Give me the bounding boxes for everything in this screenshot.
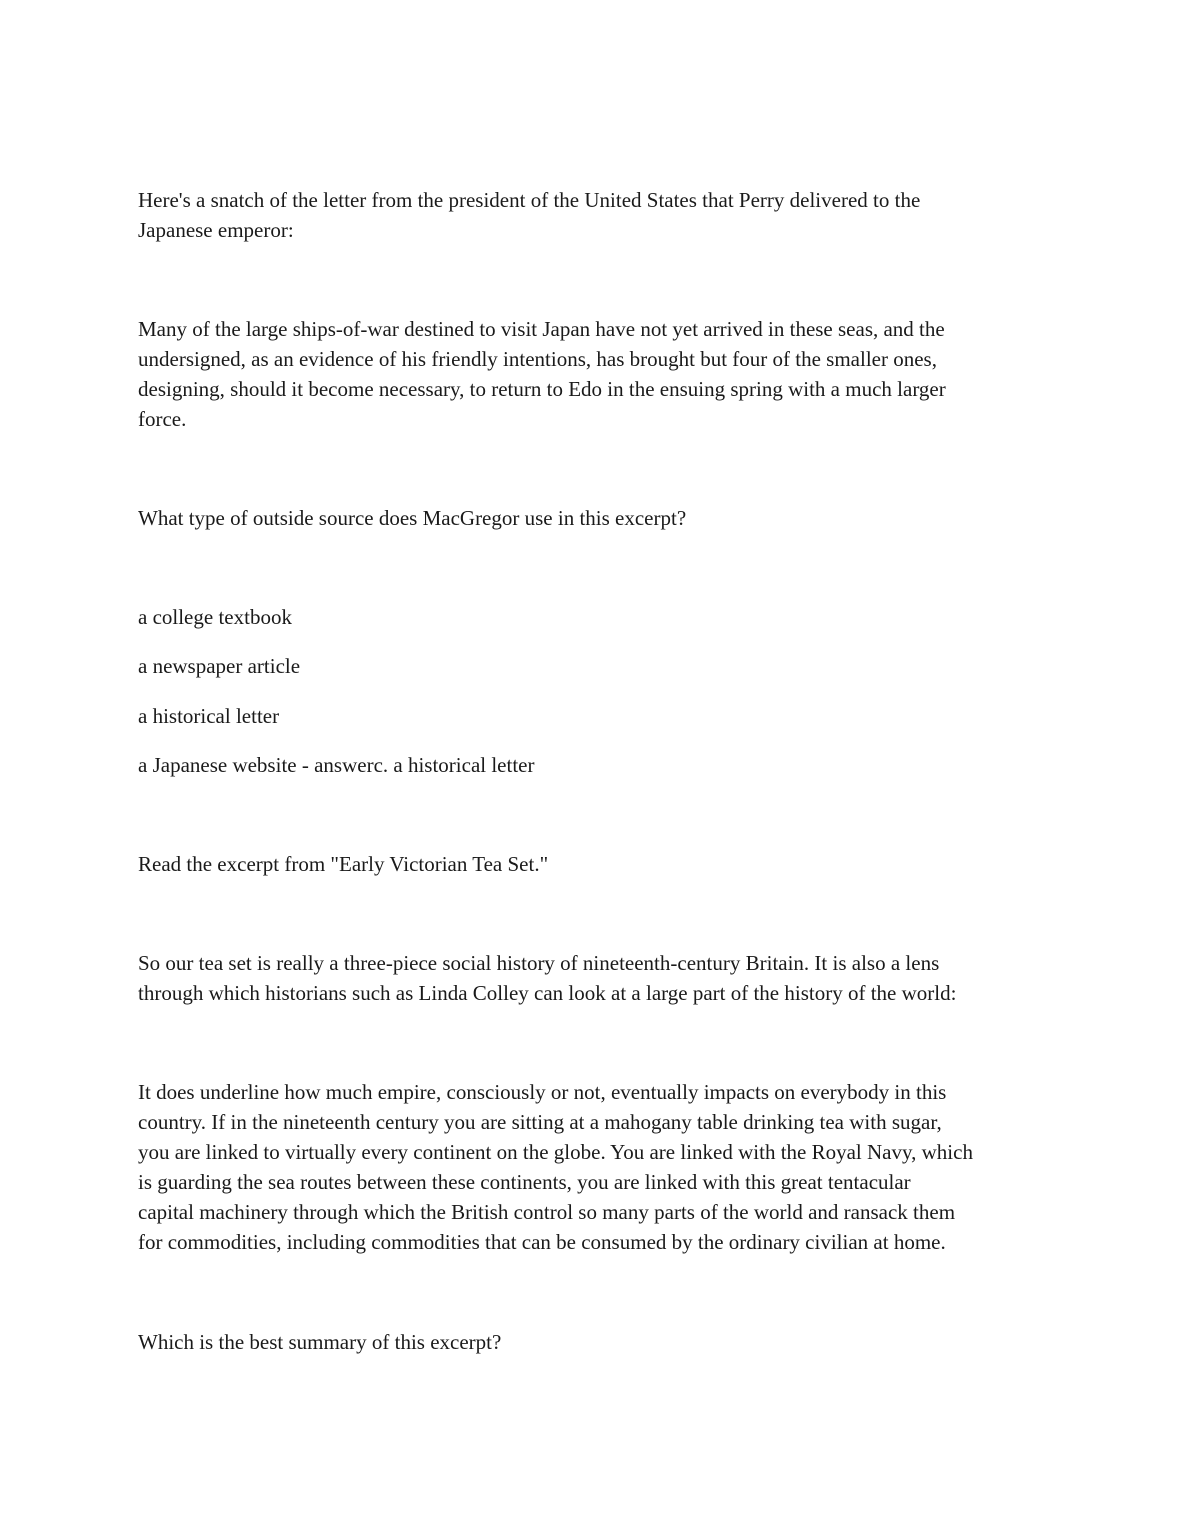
colley-quote-line: capital machinery through which the British control so many parts of the world and ransack them [138, 1200, 956, 1224]
excerpt-intro-line: So our tea set is really a three-piece social history of nineteenth-century Britain. It is also a lens [138, 951, 940, 975]
question-1 [138, 503, 1058, 533]
answer-option-d: a Japanese website - answerc. a historical letter [138, 753, 535, 777]
intro-paragraph [138, 185, 1058, 245]
letter-quote-line: force. [138, 407, 187, 431]
excerpt-intro-paragraph [138, 948, 1058, 1008]
colley-quote-line: country. If in the nineteenth century you are sitting at a mahogany table drinking tea with sugar, [138, 1110, 942, 1134]
answer-option-a: a college textbook [138, 605, 292, 629]
answer-option-c: a historical letter [138, 704, 280, 728]
letter-quote-line: undersigned, as an evidence of his friendly intentions, has brought but four of the smaller ones, [138, 347, 937, 371]
colley-quote-line: you are linked to virtually every continent on the globe. You are linked with the Royal Navy, which [138, 1140, 973, 1164]
question-2 [138, 1327, 1058, 1357]
colley-quote-line: It does underline how much empire, consciously or not, eventually impacts on everybody in this [138, 1080, 947, 1104]
question-1-text: What type of outside source does MacGregor use in this excerpt? [138, 506, 687, 530]
excerpt-intro-line: through which historians such as Linda Colley can look at a large part of the history of the world: [138, 981, 957, 1005]
intro-line: Japanese emperor: [138, 218, 294, 242]
colley-quote-paragraph [138, 1077, 1058, 1257]
intro-line: Here's a snatch of the letter from the president of the United States that Perry delivered to the [138, 188, 921, 212]
letter-quote-line: designing, should it become necessary, to return to Edo in the ensuing spring with a much larger [138, 377, 946, 401]
letter-quote-paragraph [138, 314, 1058, 434]
question-2-text: Which is the best summary of this excerpt? [138, 1330, 502, 1354]
colley-quote-line: is guarding the sea routes between these continents, you are linked with this great tentacular [138, 1170, 911, 1194]
letter-quote-line: Many of the large ships-of-war destined to visit Japan have not yet arrived in these seas, and the [138, 317, 945, 341]
answer-option-b: a newspaper article [138, 654, 301, 678]
read-instruction-text: Read the excerpt from "Early Victorian Tea Set." [138, 852, 549, 876]
read-instruction [138, 849, 1058, 879]
colley-quote-line: for commodities, including commodities that can be consumed by the ordinary civilian at home. [138, 1230, 946, 1254]
